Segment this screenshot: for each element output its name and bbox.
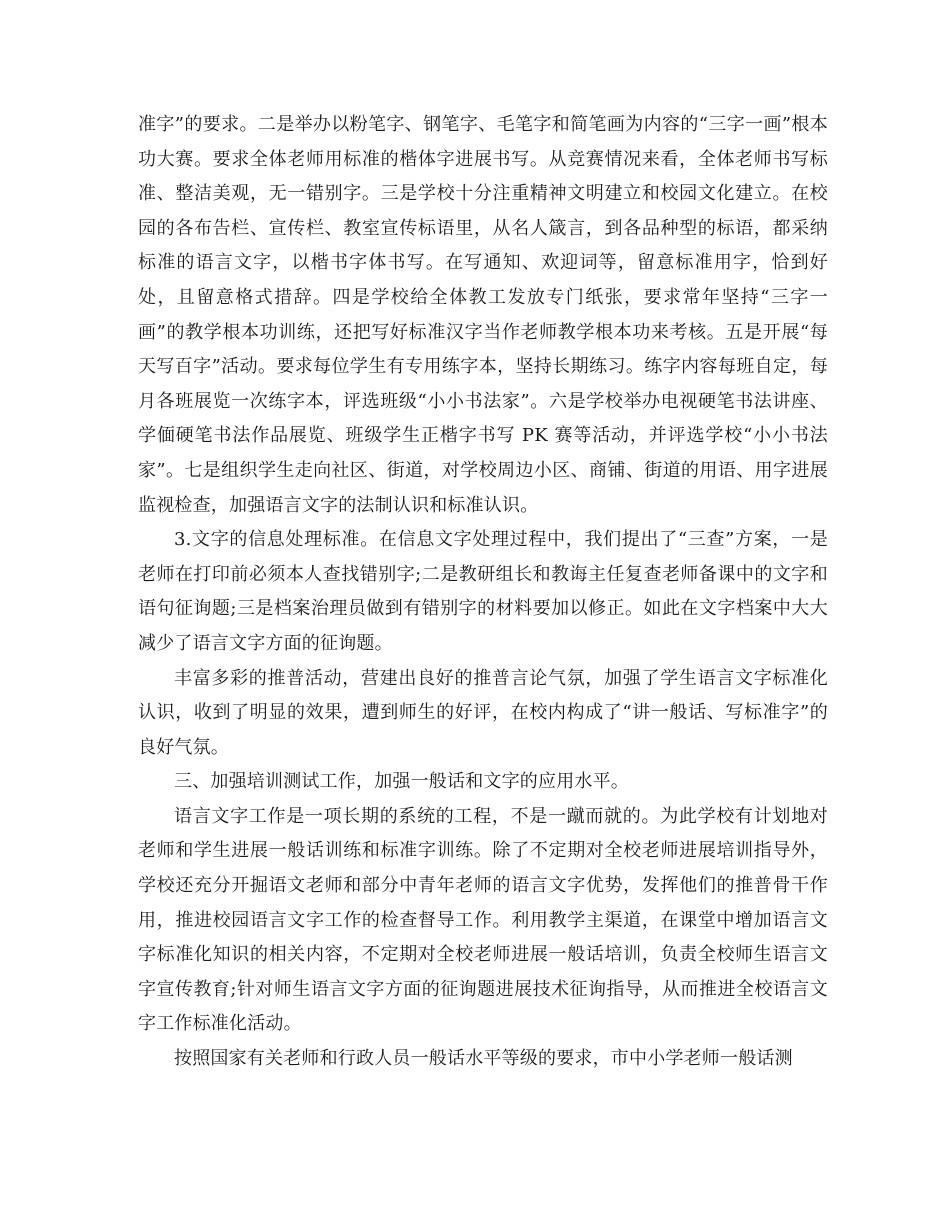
paragraph-5: 语言文字工作是一项长期的系统的工程，不是一蹴而就的。为此学校有计划地对老师和学生进展一般话训练和标准字训练。除了不定期对全校老师进展培训指导外，学校还充分开掘语文老师和部分中青年老师的语言文字优势，发挥他们的推普骨干作用，推进校园语言文字工作的检查督导工作。利用教学主渠道，在课堂中增加语言文字标准化知识的相关内容，不定期对全校老师进展一般话培训，负责全校师生语言文字宣传教育;针对师生语言文字方面的征询题进展技术征询指导，从而推进全校语言文字工作标准化活动。 — [138, 805, 828, 1035]
paragraph-1: 准字”的要求。二是举办以粉笔字、钢笔字、毛笔字和简笔画为内容的“三字一画”根本功大赛。要求全体老师用标准的楷体字进展书写。从竞赛情况来看，全体老师书写标准、整洁美观，无一错别字。三是学校十分注重精神文明建立和校园文化建立。在校园的各布告栏、宣传栏、教室宣传标语里，从名人箴言，到各品种型的标语，都采纳标准的语言文字，以楷书字体书写。在写通知、欢迎词等，留意标准用字，恰到好处，且留意格式措辞。四是学校给全体教工发放专门纸张，要求常年坚持“三字一画”的教学根本功训练，还把写好标准汉字当作老师教学根本功来考核。五是开展“每天写百字”活动。要求每位学生有专用练字本，坚持长期练习。练字内容每班自定，每月各班展览一次练字本，评选班级“小小书法家”。六是学校举办电视硬笔书法讲座、学偭硬笔书法作品展览、班级学生正楷字书写 PK 赛等活动，并评选学校“小小书法家”。七是组织学生走向社区、街道，对学校周边小区、商铺、街道的用语、用字进展监视检查，加强语言文字的法制认识和标准认识。 — [138, 114, 828, 516]
document-page — [138, 108, 828, 1077]
paragraph-2: 3.文字的信息处理标准。在信息文字处理过程中，我们提出了“三查”方案，一是老师在打印前必须本人查找错别字;二是教研组长和教诲主任复查老师备课中的文字和语句征询题;三是档案治理员做到有错别字的材料要加以修正。如此在文字档案中大大减少了语言文字方面的征询题。 — [138, 529, 828, 654]
paragraph-6: 按照国家有关老师和行政人员一般话水平等级的要求，市中小学老师一般话测 — [174, 1048, 793, 1070]
section-heading-3: 三、加强培训测试工作，加强一般话和文字的应用水平。 — [174, 771, 629, 793]
paragraph-3: 丰富多彩的推普活动，营建出良好的推普言论气氛，加强了学生语言文字标准化认识，收到了明显的效果，遭到师生的好评，在校内构成了“讲一般话、写标准字”的良好气氛。 — [138, 667, 828, 758]
